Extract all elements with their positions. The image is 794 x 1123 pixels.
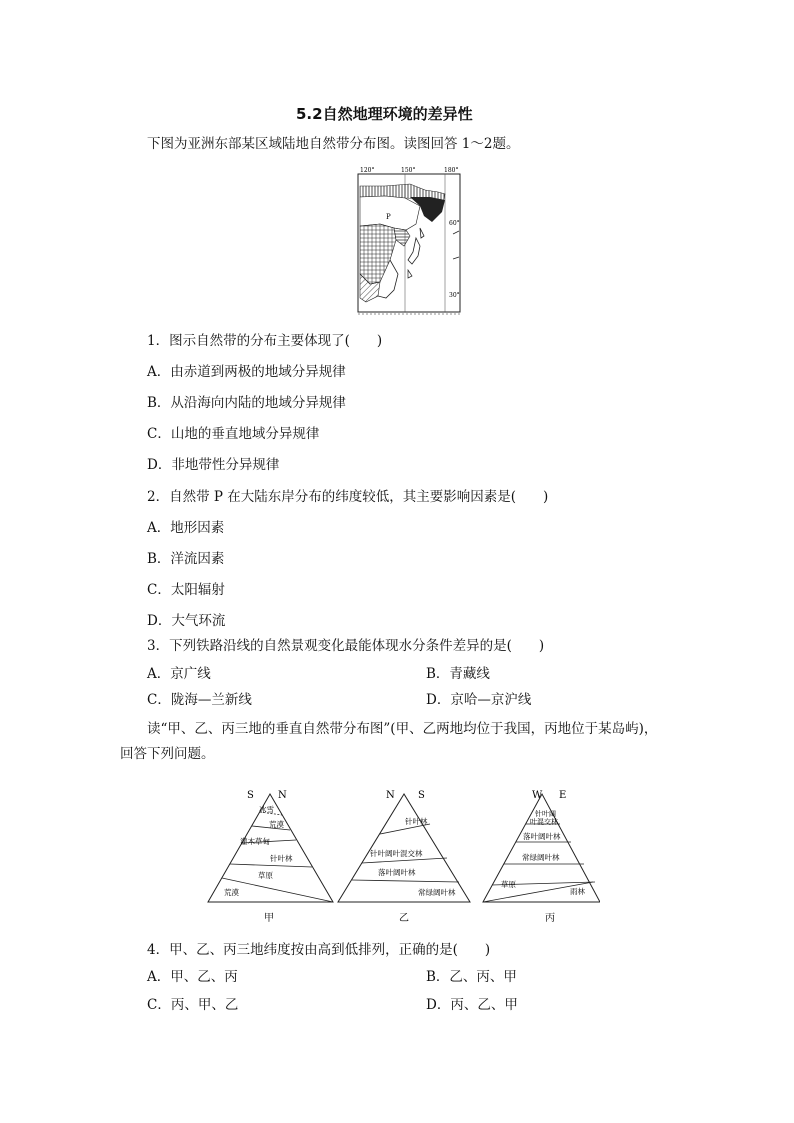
jia-right-dir: N [278, 790, 287, 801]
lat-label-60: 60° [449, 220, 460, 227]
yi-zone-3: 落叶阔叶林 [378, 868, 416, 877]
bing-zone-3: 常绿阔叶林 [522, 853, 560, 862]
question-1-option-d[interactable]: D．非地带性分异规律 [147, 457, 280, 473]
yi-left-dir: N [386, 790, 395, 801]
mountain-jia [208, 790, 333, 924]
question-2-option-b[interactable]: B．洋流因素 [147, 551, 225, 567]
natural-zone-map [350, 164, 466, 316]
yi-name: 乙 [399, 913, 409, 924]
question-4-option-d[interactable]: D．丙、乙、甲 [426, 997, 518, 1013]
question-2-option-d[interactable]: D．大气环流 [147, 613, 226, 629]
yi-zone-1: 针叶林 [405, 817, 428, 826]
bing-zone-4: 草原 [501, 880, 516, 889]
lon-label-150: 150° [401, 167, 416, 174]
question-3-stem: 3．下列铁路沿线的自然景观变化最能体现水分条件差异的是( ) [147, 638, 545, 654]
question-1-stem: 1．图示自然带的分布主要体现了( ) [147, 333, 383, 349]
question-1-option-a[interactable]: A．由赤道到两极的地域分异规律 [147, 364, 346, 380]
bing-zone-1a: 针叶阔 [535, 810, 556, 818]
jia-zone-6: 荒漠 [224, 888, 239, 897]
zone-label-p: P [386, 213, 391, 221]
jia-zone-2: 荒漠 [269, 820, 284, 829]
jia-zone-5: 草原 [258, 871, 273, 880]
question-4-option-b[interactable]: B．乙、丙、甲 [426, 969, 517, 985]
intro-text-2-cont: 回答下列问题。 [120, 746, 215, 762]
question-4-stem: 4．甲、乙、丙三地纬度按由高到低排列，正确的是( ) [147, 942, 491, 958]
jia-zone-4: 针叶林 [270, 854, 293, 863]
mountain-bing [483, 790, 600, 924]
vertical-zone-diagrams [200, 784, 600, 929]
intro-text-2: 读“甲、乙、丙三地的垂直自然带分布图”(甲、乙两地均位于我国，丙地位于某岛屿)， [147, 721, 658, 737]
mountain-yi [338, 790, 470, 924]
bing-right-dir: E [559, 790, 567, 801]
yi-zone-2: 针叶阔叶混交林 [370, 849, 423, 858]
question-3-option-d[interactable]: D．京哈—京沪线 [426, 692, 532, 708]
question-4-option-a[interactable]: A．甲、乙、丙 [147, 969, 238, 985]
page-title: 5.2自然地理环境的差异性 [296, 105, 473, 123]
jia-zone-1: 冰雪 [259, 805, 274, 814]
bing-zone-1b: 叶混交林 [530, 818, 558, 826]
question-3-option-c[interactable]: C．陇海—兰新线 [147, 692, 252, 708]
question-2-option-c[interactable]: C．太阳辐射 [147, 582, 225, 598]
bing-name: 丙 [545, 913, 555, 924]
question-3-option-a[interactable]: A．京广线 [147, 666, 211, 682]
bing-zone-2: 落叶阔叶林 [523, 832, 561, 841]
yi-right-dir: S [418, 790, 425, 801]
question-1-option-b[interactable]: B．从沿海向内陆的地域分异规律 [147, 395, 346, 411]
lat-label-30: 30° [449, 292, 460, 299]
lon-label-180: 180° [444, 167, 459, 174]
question-2-stem: 2．自然带 P 在大陆东岸分布的纬度较低，其主要影响因素是( ) [147, 489, 549, 505]
bing-zone-5: 雨林 [570, 887, 585, 896]
jia-zone-3: 灌木草甸 [240, 837, 270, 846]
question-1-option-c[interactable]: C．山地的垂直地域分异规律 [147, 426, 320, 442]
question-4-option-c[interactable]: C．丙、甲、乙 [147, 997, 239, 1013]
jia-name: 甲 [264, 913, 274, 924]
lon-label-120: 120° [360, 167, 375, 174]
intro-text: 下图为亚洲东部某区域陆地自然带分布图。读图回答 1～2题。 [147, 136, 520, 152]
question-3-option-b[interactable]: B．青藏线 [426, 666, 490, 682]
jia-left-dir: S [247, 790, 254, 801]
bing-left-dir: W [532, 790, 543, 801]
yi-zone-4: 常绿阔叶林 [418, 888, 456, 897]
question-2-option-a[interactable]: A．地形因素 [147, 520, 225, 536]
